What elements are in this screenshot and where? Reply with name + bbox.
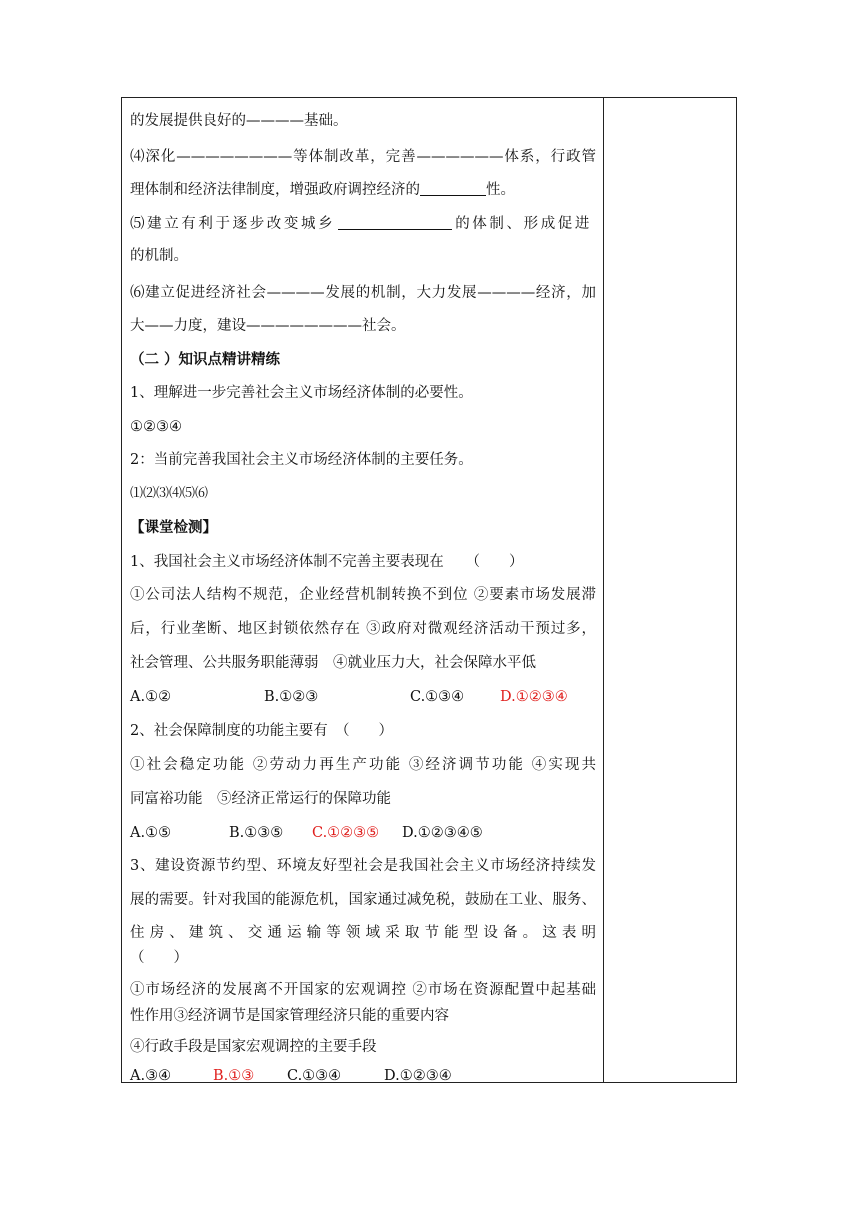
knowledge-answer-2: ⑴⑵⑶⑷⑸⑹ bbox=[130, 486, 209, 501]
test-q2-line-2: 同富裕功能 ⑤经济正常运行的保障功能 bbox=[130, 791, 391, 807]
fill-in-line-6: ⑹建立促进经济社会————发展的机制，大力发展————经济，加 bbox=[130, 285, 596, 301]
test-q1-line-2: 后，行业垄断、地区封锁依然存在 ③政府对微观经济活动干预过多， bbox=[130, 621, 596, 637]
option-d: D.①②③④ bbox=[384, 1068, 452, 1084]
fill-in-line-4-tail: 的体制、形成促进 bbox=[455, 216, 593, 232]
test-q1-options bbox=[130, 687, 596, 707]
fill-in-line-5: 的机制。 bbox=[130, 248, 188, 264]
answer-blank bbox=[338, 215, 452, 230]
knowledge-answer-1: ①②③④ bbox=[130, 419, 182, 435]
test-q2-stem: 2、社会保障制度的功能主要有 （ ） bbox=[130, 723, 393, 739]
test-q3-line-6: 性作用③经济调节是国家管理经济只能的重要内容 bbox=[130, 1008, 449, 1024]
test-q1-line-3: 社会管理、公共服务职能薄弱 ④就业压力大，社会保障水平低 bbox=[130, 655, 536, 671]
option-c: C.①③④ bbox=[410, 689, 465, 705]
fill-in-line-4-text: ⑸建立有利于逐步改变城乡 bbox=[130, 216, 336, 232]
test-q3-line-3: 住房、建筑、交通运输等领域采取节能型设备。这表明 bbox=[130, 925, 596, 941]
knowledge-question-1: 1、理解进一步完善社会主义市场经济体制的必要性。 bbox=[130, 385, 473, 401]
answer-blank bbox=[420, 181, 486, 196]
option-c-correct: C.①②③⑤ bbox=[312, 825, 380, 841]
fill-in-line-3 bbox=[130, 180, 596, 200]
option-a: A.①⑤ bbox=[130, 825, 172, 841]
fill-in-line-1: 的发展提供良好的————基础。 bbox=[130, 113, 348, 129]
option-a: A.③④ bbox=[130, 1068, 172, 1084]
option-a: A.①② bbox=[130, 689, 172, 705]
option-d-correct: D.①②③④ bbox=[500, 689, 568, 705]
option-c: C.①③④ bbox=[287, 1068, 342, 1084]
fill-in-line-7: 大——力度，建设————————社会。 bbox=[130, 318, 406, 334]
fill-in-line-2: ⑷深化————————等体制改革，完善——————体系，行政管 bbox=[130, 149, 596, 165]
test-q3-line-4: （ ） bbox=[130, 950, 188, 966]
section-heading: （二 ）知识点精讲精练 bbox=[130, 351, 281, 368]
test-q3-line-5: ①市场经济的发展离不开国家的宏观调控 ②市场在资源配置中起基础 bbox=[130, 982, 596, 998]
fill-in-line-3-tail: 性。 bbox=[486, 182, 515, 198]
test-heading: 【课堂检测】 bbox=[130, 519, 217, 536]
test-q3-options bbox=[130, 1066, 596, 1086]
test-q2-line-1: ①社会稳定功能 ②劳动力再生产功能 ③经济调节功能 ④实现共 bbox=[130, 757, 596, 773]
option-d: D.①②③④⑤ bbox=[402, 825, 483, 841]
test-q2-options bbox=[130, 823, 596, 843]
test-q3-line-1: 3、建设资源节约型、环境友好型社会是我国社会主义市场经济持续发 bbox=[130, 858, 596, 874]
fill-in-line-4 bbox=[130, 214, 596, 234]
option-b-correct: B.①③ bbox=[213, 1068, 255, 1084]
test-q1-line-1: ①公司法人结构不规范，企业经营机制转换不到位 ②要素市场发展滞 bbox=[130, 587, 596, 603]
knowledge-question-2: 2：当前完善我国社会主义市场经济体制的主要任务。 bbox=[130, 452, 473, 468]
option-b: B.①②③ bbox=[264, 689, 319, 705]
test-q1-stem: 1、我国社会主义市场经济体制不完善主要表现在 （ ） bbox=[130, 554, 524, 570]
option-b: B.①③⑤ bbox=[229, 825, 284, 841]
column-divider bbox=[603, 97, 604, 1083]
test-q3-line-2: 展的需要。针对我国的能源危机，国家通过减免税，鼓励在工业、服务、 bbox=[130, 892, 596, 908]
test-q3-line-7: ④行政手段是国家宏观调控的主要手段 bbox=[130, 1039, 377, 1055]
fill-in-line-3-text: 理体制和经济法律制度，增强政府调控经济的 bbox=[130, 182, 420, 198]
